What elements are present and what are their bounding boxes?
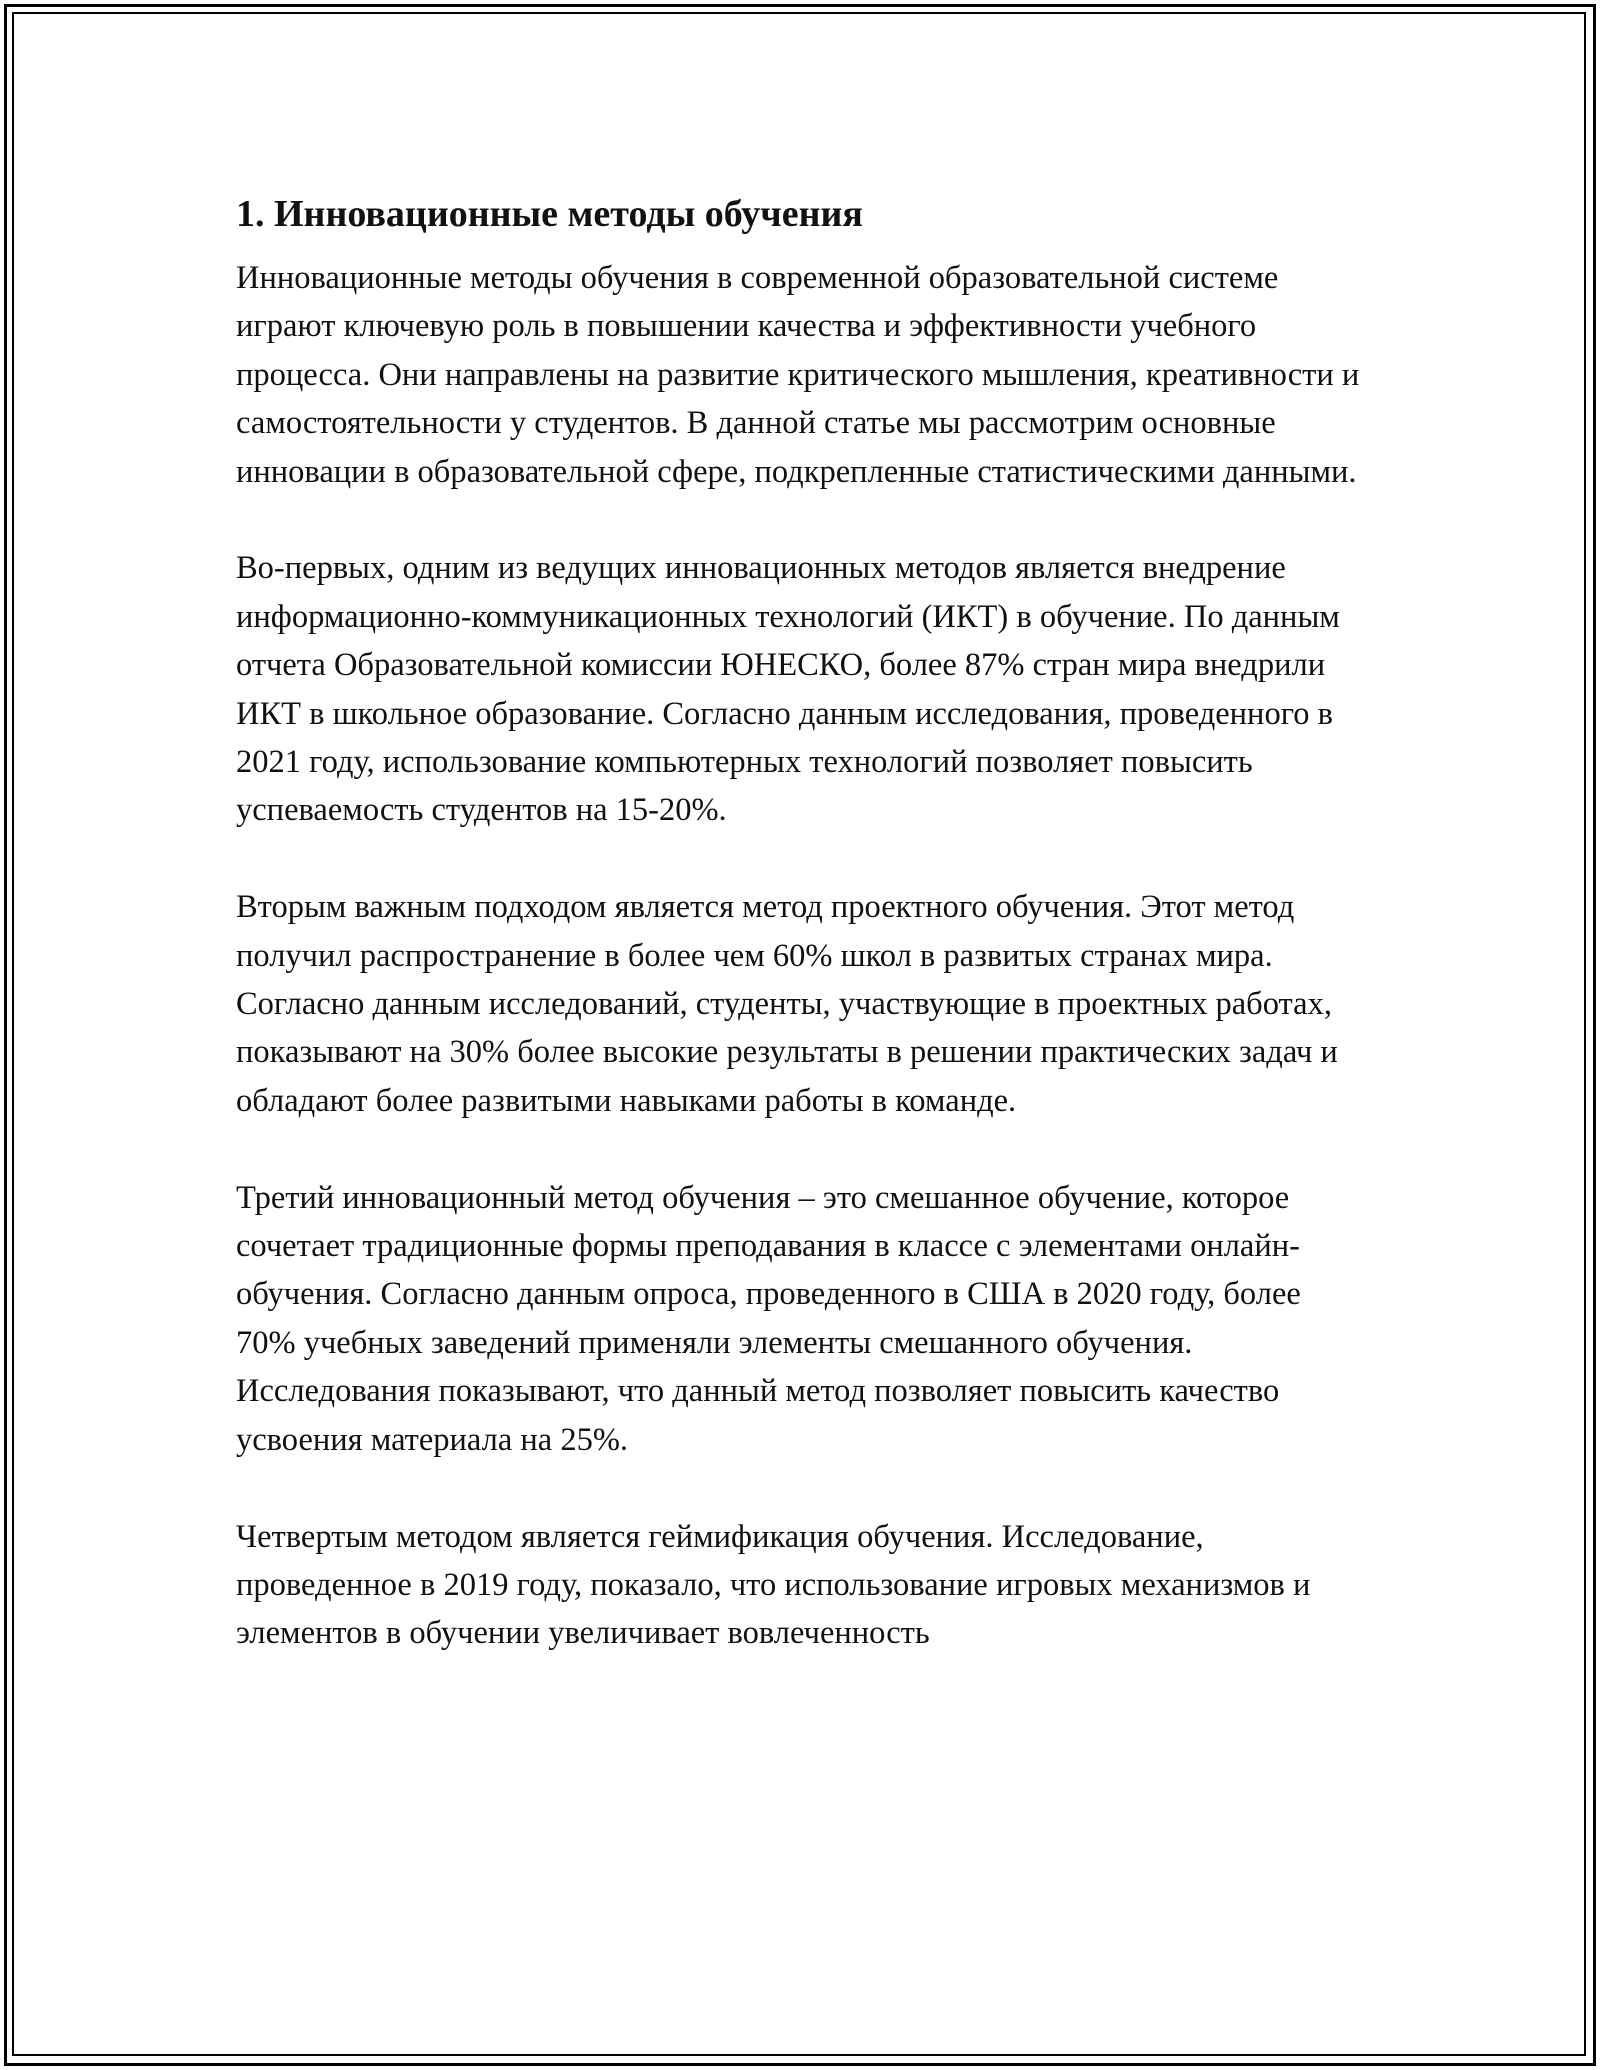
paragraph-ict: Во-первых, одним из ведущих инновационных методов является внедрение информационно-коммуникационных технологий (ИКТ) в обучение. По данным отчета Образовательной комиссии ЮНЕСКО, более 87% стран мира внедрили ИКТ в школьное образование. Согласно данным исследования, проведенного в 2021 году, использование компьютерных технологий позволяет повысить успеваемость студентов на 15-20%. [236,550,1340,829]
paragraph-gamification: Четвертым методом является геймификация обучения. Исследование, проведенное в 2019 году, показало, что использование игровых механизмов и элементов в обучении увеличивает вовлеченность [236,1518,1311,1652]
paragraph-intro: Инновационные методы обучения в современной образовательной системе играют ключевую роль в повышении качества и эффективности учебного процесса. Они направлены на развитие критического мышления, креативности и самостоятельности у студентов. В данной статье мы рассмотрим основные инновации в образовательной сфере, подкрепленные статистическими данными. [236,260,1360,490]
section-heading: 1. Инновационные методы обучения [236,193,863,235]
paragraph-blended-learning: Третий инновационный метод обучения – это смешанное обучение, которое сочетает традиционные формы преподавания в классе с элементами онлайн-обучения. Согласно данным опроса, проведенного в США в 2020 году, более 70% учебных заведений применяли элементы смешанного обучения. Исследования показывают, что данный метод позволяет повысить качество усвоения материала на 25%. [236,1179,1301,1458]
document-body [236,186,1366,1706]
paragraph-project-learning: Вторым важным подходом является метод проектного обучения. Этот метод получил распространение в более чем 60% школ в развитых странах мира. Согласно данным исследований, студенты, участвующие в проектных работах, показывают на 30% более высокие результаты в решении практических задач и обладают более развитыми навыками работы в команде. [236,889,1338,1119]
